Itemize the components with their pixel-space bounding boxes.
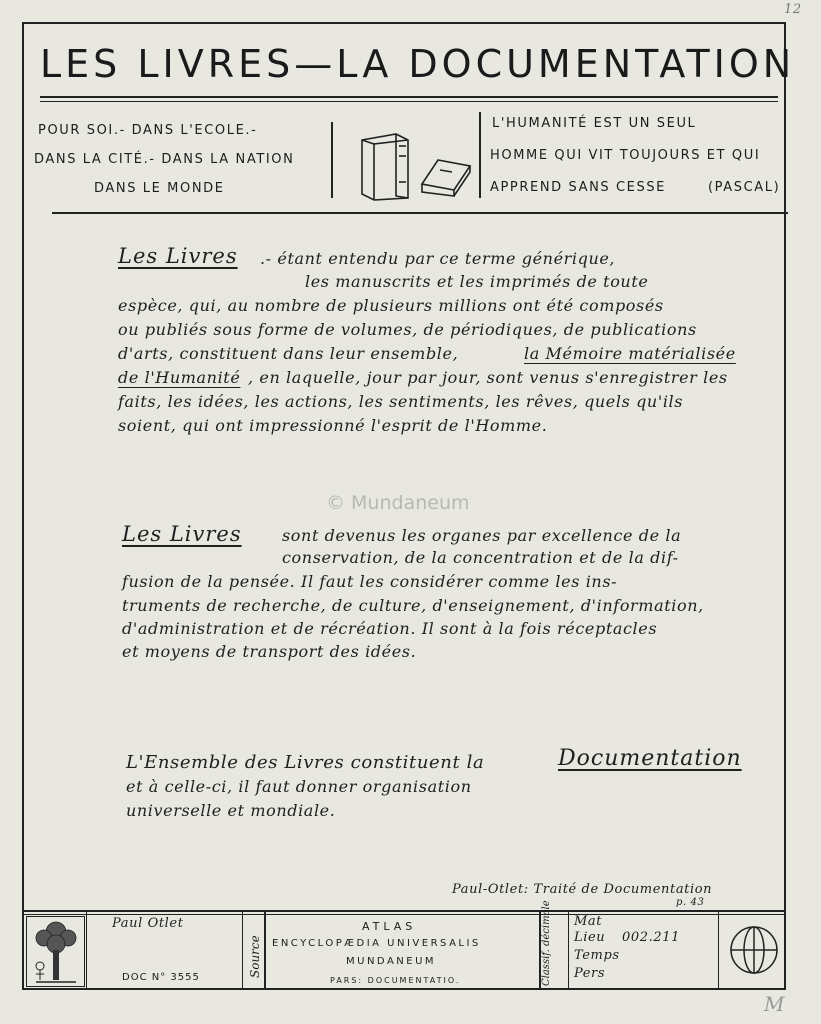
header-right-line-2: HOMME QUI VIT TOUJOURS ET QUI: [490, 148, 761, 163]
p1-line-7: faits, les idées, les actions, les sentiments, les rêves, quels qu'ils: [118, 392, 684, 411]
corner-mark-bottom: M: [764, 992, 786, 1016]
footer-temps: Temps: [574, 948, 620, 963]
p1-line-3: espèce, qui, au nombre de plusieurs millions ont été composés: [118, 296, 664, 315]
title-rule-2: [40, 101, 778, 102]
footer-classif-label: Classif. décimale: [541, 900, 552, 986]
footer-author: Paul Otlet: [112, 916, 184, 931]
footer-divider-2: [242, 912, 243, 990]
footer-divider-6: [718, 912, 719, 990]
footer-class-code: 002.211: [622, 930, 680, 945]
footer-source-label: Source: [248, 935, 262, 978]
p1-line-4: ou publiés sous forme de volumes, de périodiques, de publications: [118, 320, 697, 339]
header-left-line-1: POUR SOI.- DANS L'ECOLE.-: [38, 123, 258, 138]
footer-divider-5: [568, 912, 569, 990]
footer-lieu: Lieu: [574, 930, 606, 945]
header-left-line-2: DANS LA CITÉ.- DANS LA NATION: [34, 152, 295, 167]
citation-page: p. 43: [676, 897, 705, 908]
watermark: © Mundaneum: [326, 492, 470, 514]
p1-line-2: les manuscrits et les imprimés de toute: [305, 272, 649, 291]
header-divider-left: [331, 122, 333, 198]
p1-line-6b: , en laquelle, jour par jour, sont venus s'enregistrer les: [248, 368, 728, 387]
footer-mat: Mat: [574, 914, 603, 929]
footer-atlas: ATLAS: [362, 920, 417, 933]
p1-line-5a: d'arts, constituent dans leur ensemble,: [118, 344, 459, 363]
p3-line-1a: L'Ensemble des Livres constituent la: [126, 752, 485, 773]
header-right-line-1: L'HUMANITÉ EST UN SEUL: [492, 116, 697, 131]
books-icon: [356, 126, 476, 202]
p1-lead: Les Livres: [118, 244, 238, 268]
footer-divider-1: [86, 912, 87, 990]
p1-line-6a: de l'Humanité: [118, 368, 241, 387]
globe-icon: [728, 924, 780, 976]
title-rule-1: [40, 96, 778, 98]
footer-encyclopedia: ENCYCLOPÆDIA UNIVERSALIS: [272, 938, 481, 949]
page-title: LES LIVRES—LA DOCUMENTATION: [40, 42, 796, 86]
header-bottom-rule: [52, 212, 788, 214]
footer-divider-3: [264, 912, 266, 990]
p1-line-1: .- étant entendu par ce terme générique,: [260, 249, 616, 268]
footer-mundaneum: MUNDANEUM: [346, 956, 437, 967]
p2-line-6: et moyens de transport des idées.: [122, 642, 417, 661]
p1-line-8: soient, qui ont impressionné l'esprit de l'Homme.: [118, 416, 548, 435]
p2-line-4: truments de recherche, de culture, d'enseignement, d'information,: [122, 596, 704, 615]
p3-line-2: et à celle-ci, il faut donner organisation: [126, 777, 472, 796]
corner-mark-top: 12: [784, 2, 802, 17]
p1-line-5b: la Mémoire matérialisée: [524, 344, 736, 363]
p2-line-3: fusion de la pensée. Il faut les considérer comme les ins-: [122, 572, 618, 591]
header-divider-right: [479, 112, 481, 198]
header-right-attribution: (PASCAL): [708, 180, 781, 195]
tree-emblem-icon: [26, 916, 86, 988]
header-left-line-3: DANS LE MONDE: [94, 181, 225, 196]
p3-line-3: universelle et mondiale.: [126, 801, 336, 820]
p2-lead: Les Livres: [122, 522, 242, 546]
p2-line-1: sont devenus les organes par excellence de la: [282, 526, 682, 545]
p2-line-2: conservation, de la concentration et de la dif-: [282, 548, 679, 567]
citation: Paul-Otlet: Traité de Documentation: [452, 882, 713, 897]
footer-rule-1: [22, 910, 786, 912]
header-right-line-3: APPREND SANS CESSE: [490, 180, 666, 195]
p2-line-5: d'administration et de récréation. Il sont à la fois réceptacles: [122, 619, 658, 638]
footer-rule-2: [22, 914, 786, 915]
footer-doc-number: DOC N° 3555: [122, 972, 200, 983]
footer-pars: PARS: DOCUMENTATIO.: [330, 976, 461, 985]
p3-line-1b: Documentation: [558, 746, 742, 771]
footer-pers: Pers: [574, 966, 606, 981]
